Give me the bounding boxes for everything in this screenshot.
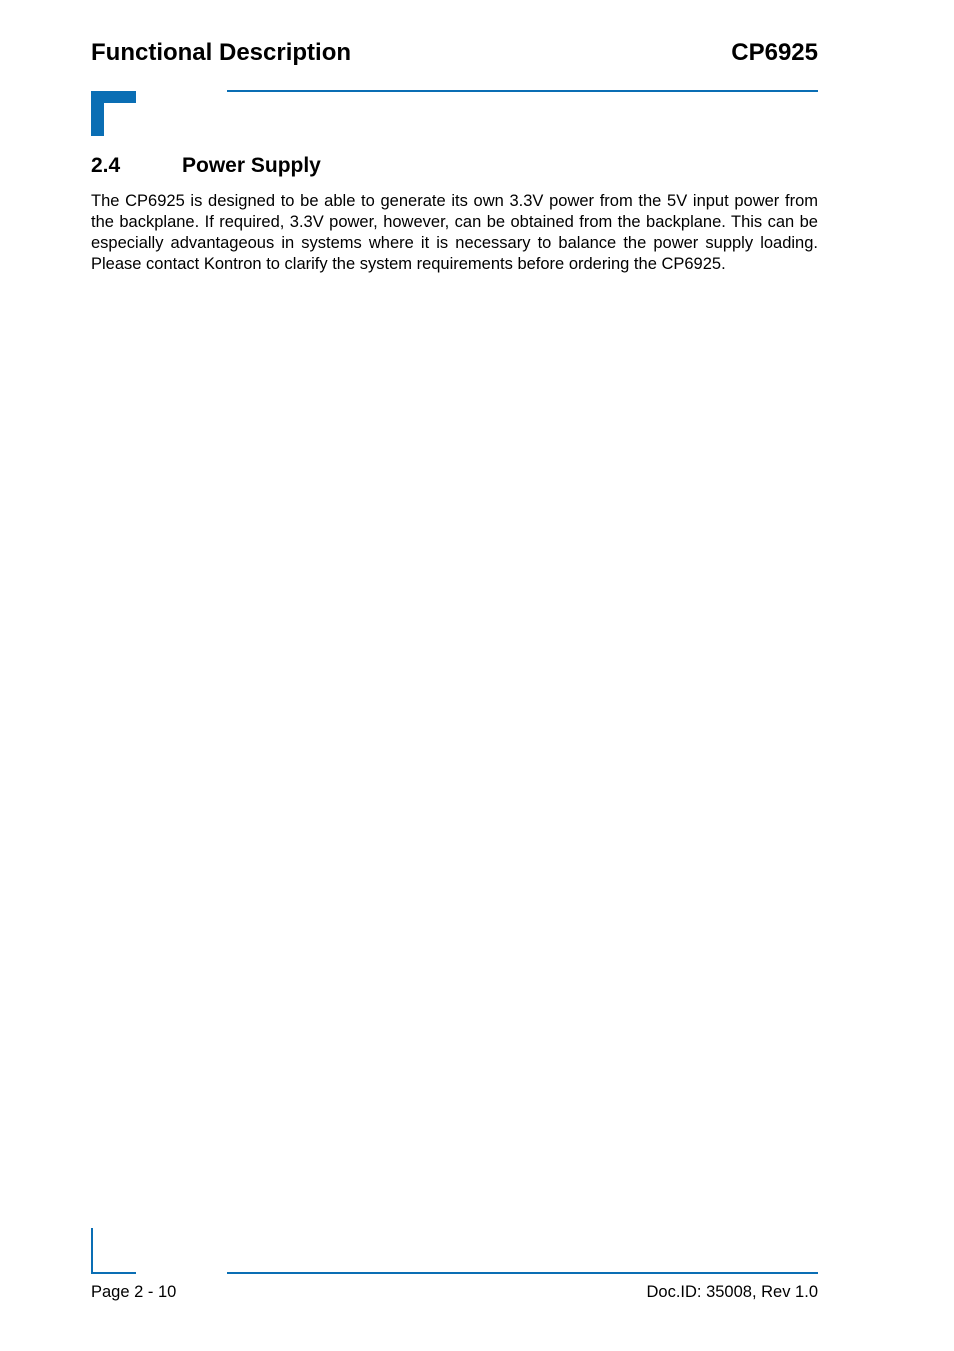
product-name: CP6925 — [731, 39, 818, 66]
footer-corner-vertical — [91, 1228, 93, 1274]
header-divider — [227, 90, 818, 92]
section-title: Power Supply — [182, 154, 321, 177]
document-id: Doc.ID: 35008, Rev 1.0 — [646, 1283, 818, 1301]
page-number: Page 2 - 10 — [91, 1283, 177, 1301]
chapter-title: Functional Description — [91, 39, 352, 66]
section-heading — [91, 153, 321, 179]
section-paragraph: The CP6925 is designed to be able to generate its own 3.3V power from the 5V input power from the backplane. If required, 3.3V power, however, can be obtained from the backplane. This can be especially advantageous in systems where it is necessary to balance the power supply loading. Please contact Kontron to clarify the system requirements before ordering the CP6925. — [91, 192, 818, 273]
section-number: 2.4 — [91, 154, 121, 177]
footer-divider — [227, 1272, 818, 1274]
corner-mark-vertical — [91, 91, 104, 136]
footer-corner-horizontal — [91, 1272, 136, 1274]
